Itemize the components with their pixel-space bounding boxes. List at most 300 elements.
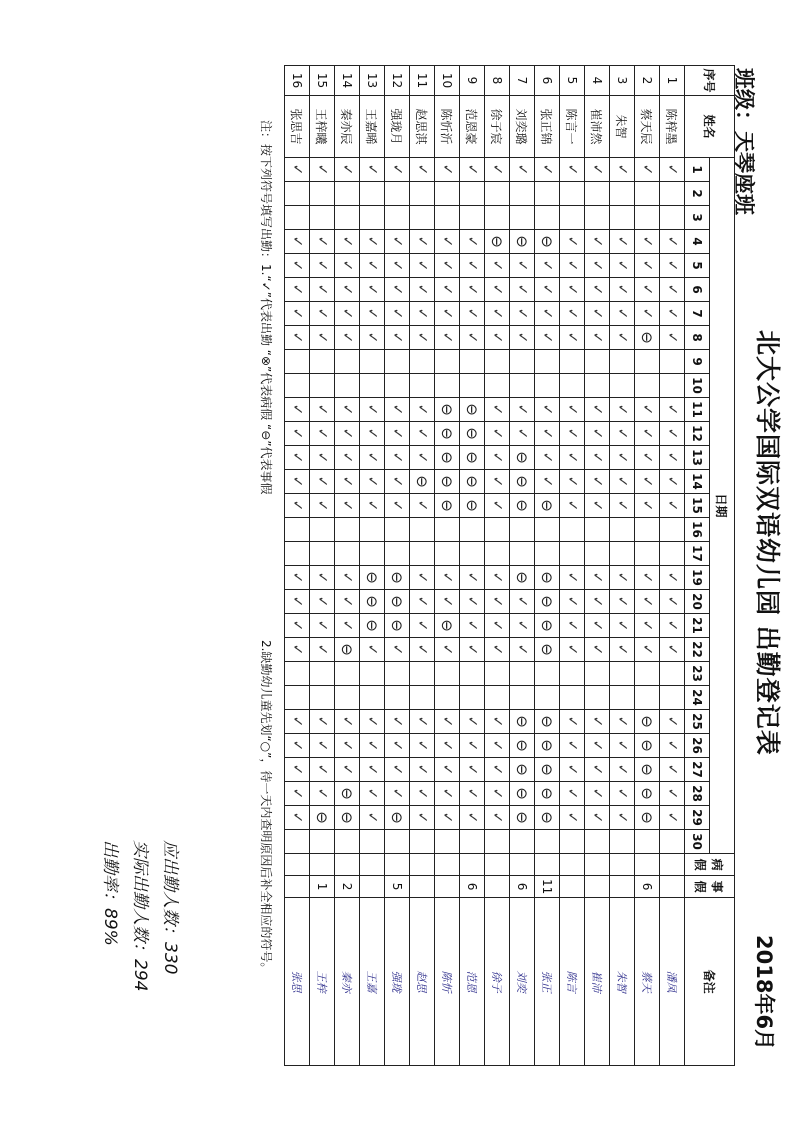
attendance-mark xyxy=(410,542,435,566)
present-mark: ✓ xyxy=(664,331,680,344)
present-mark: ✓ xyxy=(589,475,605,488)
present-mark: ✓ xyxy=(439,259,455,272)
attendance-mark xyxy=(410,398,435,422)
remark-cell xyxy=(335,898,360,1066)
attendance-mark xyxy=(285,710,310,734)
attendance-mark xyxy=(435,806,460,830)
attendance-mark xyxy=(360,590,385,614)
excused-mark: ⊖ xyxy=(638,811,656,824)
attendance-mark xyxy=(635,254,660,278)
present-mark: ✓ xyxy=(389,715,405,728)
attendance-mark xyxy=(660,782,685,806)
attendance-mark xyxy=(385,278,410,302)
attendance-mark xyxy=(310,518,335,542)
attendance-mark xyxy=(610,422,635,446)
attendance-mark xyxy=(485,782,510,806)
attendance-mark xyxy=(485,182,510,206)
attendance-mark xyxy=(410,758,435,782)
personal-count: 1 xyxy=(310,876,335,898)
attendance-mark xyxy=(510,470,535,494)
attendance-mark xyxy=(635,398,660,422)
attendance-mark xyxy=(460,830,485,854)
attendance-mark xyxy=(285,302,310,326)
present-mark: ✓ xyxy=(564,235,580,248)
excused-mark: ⊖ xyxy=(638,331,656,344)
excused-mark: ⊖ xyxy=(513,499,531,512)
present-mark: ✓ xyxy=(339,427,355,440)
attendance-mark xyxy=(410,374,435,398)
day-header: 29 xyxy=(685,806,710,830)
table-row xyxy=(610,66,635,1066)
present-mark: ✓ xyxy=(589,571,605,584)
present-mark: ✓ xyxy=(364,283,380,296)
attendance-mark xyxy=(610,398,635,422)
personal-count: 11 xyxy=(535,876,560,898)
present-mark: ✓ xyxy=(564,763,580,776)
present-mark: ✓ xyxy=(314,739,330,752)
attendance-mark xyxy=(410,230,435,254)
attendance-mark xyxy=(310,254,335,278)
sick-count xyxy=(585,854,610,876)
attendance-mark xyxy=(360,686,385,710)
day-header: 17 xyxy=(685,542,710,566)
present-mark: ✓ xyxy=(439,643,455,656)
stat-actual: 实际出勤人数：294 xyxy=(130,840,150,992)
attendance-mark xyxy=(610,830,635,854)
attendance-mark xyxy=(560,638,585,662)
attendance-mark xyxy=(635,446,660,470)
attendance-mark xyxy=(360,830,385,854)
present-mark: ✓ xyxy=(289,283,305,296)
sick-count xyxy=(610,854,635,876)
row-seq: 3 xyxy=(610,66,635,96)
attendance-mark xyxy=(410,638,435,662)
present-mark: ✓ xyxy=(364,475,380,488)
attendance-mark xyxy=(635,206,660,230)
attendance-mark xyxy=(635,734,660,758)
present-mark: ✓ xyxy=(314,619,330,632)
attendance-mark xyxy=(385,446,410,470)
present-mark: ✓ xyxy=(339,715,355,728)
attendance-mark xyxy=(410,782,435,806)
attendance-mark xyxy=(285,398,310,422)
present-mark: ✓ xyxy=(614,739,630,752)
attendance-mark xyxy=(535,254,560,278)
present-mark: ✓ xyxy=(414,451,430,464)
row-seq: 8 xyxy=(485,66,510,96)
attendance-mark xyxy=(285,350,310,374)
attendance-mark xyxy=(360,446,385,470)
present-mark: ✓ xyxy=(364,811,380,824)
attendance-mark xyxy=(585,302,610,326)
excused-mark: ⊖ xyxy=(538,235,556,248)
attendance-mark xyxy=(285,614,310,638)
attendance-mark xyxy=(660,686,685,710)
present-mark: ✓ xyxy=(564,403,580,416)
present-mark: ✓ xyxy=(289,763,305,776)
present-mark: ✓ xyxy=(489,427,505,440)
attendance-mark xyxy=(460,590,485,614)
attendance-mark xyxy=(310,734,335,758)
attendance-mark xyxy=(610,470,635,494)
attendance-mark xyxy=(585,254,610,278)
attendance-mark xyxy=(535,686,560,710)
attendance-mark xyxy=(485,158,510,182)
month-label: 2018年6月 xyxy=(752,935,776,1051)
present-mark: ✓ xyxy=(314,475,330,488)
attendance-mark xyxy=(435,158,460,182)
present-mark: ✓ xyxy=(564,331,580,344)
present-mark: ✓ xyxy=(589,259,605,272)
present-mark: ✓ xyxy=(364,235,380,248)
attendance-mark xyxy=(435,374,460,398)
attendance-mark xyxy=(410,662,435,686)
attendance-mark xyxy=(510,734,535,758)
table-row xyxy=(585,66,610,1066)
attendance-mark xyxy=(385,806,410,830)
present-mark: ✓ xyxy=(364,763,380,776)
attendance-mark xyxy=(385,350,410,374)
attendance-mark xyxy=(535,518,560,542)
remark-signature: 潘凤 xyxy=(665,970,678,993)
present-mark: ✓ xyxy=(314,451,330,464)
present-mark: ✓ xyxy=(389,451,405,464)
attendance-mark xyxy=(335,398,360,422)
attendance-mark xyxy=(510,182,535,206)
remark-cell xyxy=(310,898,335,1066)
present-mark: ✓ xyxy=(514,283,530,296)
attendance-mark xyxy=(585,230,610,254)
sick-count xyxy=(310,854,335,876)
present-mark: ✓ xyxy=(339,163,355,176)
excused-mark: ⊖ xyxy=(438,475,456,488)
attendance-mark xyxy=(635,662,660,686)
present-mark: ✓ xyxy=(564,163,580,176)
attendance-mark xyxy=(460,374,485,398)
attendance-mark xyxy=(485,806,510,830)
attendance-mark xyxy=(285,446,310,470)
present-mark: ✓ xyxy=(289,571,305,584)
attendance-mark xyxy=(335,470,360,494)
excused-mark: ⊖ xyxy=(338,787,356,800)
row-name: 崔沛然 xyxy=(585,96,610,158)
present-mark: ✓ xyxy=(414,571,430,584)
attendance-mark xyxy=(310,422,335,446)
present-mark: ✓ xyxy=(614,787,630,800)
attendance-mark xyxy=(335,422,360,446)
present-mark: ✓ xyxy=(314,715,330,728)
attendance-mark xyxy=(360,614,385,638)
attendance-mark xyxy=(510,758,535,782)
present-mark: ✓ xyxy=(439,739,455,752)
row-name: 秦亦辰 xyxy=(335,96,360,158)
row-name: 赵思淇 xyxy=(410,96,435,158)
attendance-mark xyxy=(310,614,335,638)
attendance-mark xyxy=(535,590,560,614)
attendance-mark xyxy=(560,830,585,854)
attendance-mark xyxy=(660,278,685,302)
attendance-mark xyxy=(610,662,635,686)
attendance-mark xyxy=(460,230,485,254)
table-row xyxy=(435,66,460,1066)
excused-mark: ⊖ xyxy=(638,739,656,752)
present-mark: ✓ xyxy=(414,787,430,800)
attendance-mark xyxy=(285,230,310,254)
attendance-mark xyxy=(635,614,660,638)
present-mark: ✓ xyxy=(639,571,655,584)
attendance-mark xyxy=(560,494,585,518)
attendance-mark xyxy=(335,158,360,182)
excused-mark: ⊖ xyxy=(538,787,556,800)
attendance-mark xyxy=(435,590,460,614)
remark-cell xyxy=(560,898,585,1066)
attendance-mark xyxy=(560,566,585,590)
attendance-mark xyxy=(360,494,385,518)
attendance-mark xyxy=(460,398,485,422)
present-mark: ✓ xyxy=(614,283,630,296)
attendance-mark xyxy=(635,710,660,734)
attendance-mark xyxy=(535,806,560,830)
present-mark: ✓ xyxy=(539,403,555,416)
row-seq: 5 xyxy=(560,66,585,96)
attendance-mark xyxy=(635,686,660,710)
row-seq: 14 xyxy=(335,66,360,96)
present-mark: ✓ xyxy=(339,595,355,608)
attendance-mark xyxy=(585,518,610,542)
present-mark: ✓ xyxy=(664,163,680,176)
attendance-mark xyxy=(410,206,435,230)
attendance-mark xyxy=(485,662,510,686)
attendance-mark xyxy=(460,278,485,302)
attendance-mark xyxy=(485,446,510,470)
attendance-mark xyxy=(635,470,660,494)
present-mark: ✓ xyxy=(414,307,430,320)
attendance-mark xyxy=(610,590,635,614)
present-mark: ✓ xyxy=(289,475,305,488)
row-name: 王梓曦 xyxy=(310,96,335,158)
attendance-mark xyxy=(560,182,585,206)
excused-mark: ⊖ xyxy=(313,811,331,824)
attendance-mark xyxy=(335,326,360,350)
attendance-mark xyxy=(460,494,485,518)
attendance-mark xyxy=(510,590,535,614)
present-mark: ✓ xyxy=(589,595,605,608)
attendance-mark xyxy=(410,182,435,206)
attendance-mark xyxy=(285,254,310,278)
excused-mark: ⊖ xyxy=(463,403,481,416)
attendance-mark xyxy=(360,182,385,206)
attendance-mark xyxy=(335,830,360,854)
attendance-mark xyxy=(585,182,610,206)
attendance-mark xyxy=(385,614,410,638)
attendance-mark xyxy=(410,350,435,374)
present-mark: ✓ xyxy=(664,595,680,608)
personal-count xyxy=(660,876,685,898)
present-mark: ✓ xyxy=(489,715,505,728)
attendance-mark xyxy=(660,830,685,854)
remark-signature: 陈言 xyxy=(565,970,578,993)
attendance-mark xyxy=(610,710,635,734)
present-mark: ✓ xyxy=(539,427,555,440)
attendance-mark xyxy=(535,494,560,518)
present-mark: ✓ xyxy=(639,595,655,608)
attendance-mark xyxy=(560,686,585,710)
attendance-mark xyxy=(535,758,560,782)
present-mark: ✓ xyxy=(664,763,680,776)
attendance-mark xyxy=(435,566,460,590)
attendance-mark xyxy=(460,614,485,638)
attendance-mark xyxy=(510,206,535,230)
present-mark: ✓ xyxy=(614,427,630,440)
attendance-mark xyxy=(310,350,335,374)
attendance-mark xyxy=(360,230,385,254)
present-mark: ✓ xyxy=(389,403,405,416)
attendance-mark xyxy=(510,494,535,518)
present-mark: ✓ xyxy=(414,427,430,440)
attendance-mark xyxy=(360,326,385,350)
attendance-mark xyxy=(510,350,535,374)
present-mark: ✓ xyxy=(414,739,430,752)
present-mark: ✓ xyxy=(339,451,355,464)
present-mark: ✓ xyxy=(614,715,630,728)
day-header: 30 xyxy=(685,830,710,854)
attendance-mark xyxy=(510,254,535,278)
present-mark: ✓ xyxy=(364,163,380,176)
attendance-mark xyxy=(560,806,585,830)
present-mark: ✓ xyxy=(314,163,330,176)
attendance-mark xyxy=(335,662,360,686)
attendance-mark xyxy=(410,590,435,614)
day-header: 3 xyxy=(685,206,710,230)
remark-cell xyxy=(285,898,310,1066)
present-mark: ✓ xyxy=(489,259,505,272)
attendance-mark xyxy=(435,182,460,206)
attendance-mark xyxy=(285,422,310,446)
excused-mark: ⊖ xyxy=(538,811,556,824)
personal-count xyxy=(435,876,460,898)
excused-mark: ⊖ xyxy=(538,571,556,584)
attendance-mark xyxy=(610,254,635,278)
attendance-mark xyxy=(385,542,410,566)
attendance-mark xyxy=(410,446,435,470)
attendance-mark xyxy=(410,278,435,302)
present-mark: ✓ xyxy=(289,259,305,272)
attendance-mark xyxy=(585,542,610,566)
attendance-mark xyxy=(660,758,685,782)
attendance-mark xyxy=(435,350,460,374)
attendance-mark xyxy=(635,518,660,542)
attendance-mark xyxy=(510,230,535,254)
attendance-mark xyxy=(410,806,435,830)
table-row xyxy=(360,66,385,1066)
present-mark: ✓ xyxy=(589,499,605,512)
day-header: 14 xyxy=(685,470,710,494)
attendance-mark xyxy=(510,614,535,638)
present-mark: ✓ xyxy=(539,283,555,296)
present-mark: ✓ xyxy=(489,499,505,512)
present-mark: ✓ xyxy=(289,427,305,440)
attendance-mark xyxy=(435,278,460,302)
attendance-mark xyxy=(285,374,310,398)
present-mark: ✓ xyxy=(339,307,355,320)
present-mark: ✓ xyxy=(489,739,505,752)
excused-mark: ⊖ xyxy=(438,427,456,440)
attendance-mark xyxy=(435,782,460,806)
attendance-mark xyxy=(660,182,685,206)
col-remark-header: 备注 xyxy=(685,898,735,1066)
attendance-mark xyxy=(585,158,610,182)
attendance-mark xyxy=(585,350,610,374)
present-mark: ✓ xyxy=(614,475,630,488)
remark-signature: 朱智 xyxy=(615,970,628,993)
excused-mark: ⊖ xyxy=(363,619,381,632)
present-mark: ✓ xyxy=(564,307,580,320)
attendance-mark xyxy=(385,494,410,518)
attendance-mark xyxy=(485,206,510,230)
attendance-mark xyxy=(635,638,660,662)
present-mark: ✓ xyxy=(364,499,380,512)
attendance-mark xyxy=(360,758,385,782)
row-name: 蔡天辰 xyxy=(635,96,660,158)
attendance-mark xyxy=(460,758,485,782)
attendance-mark xyxy=(485,590,510,614)
attendance-mark xyxy=(285,782,310,806)
present-mark: ✓ xyxy=(589,283,605,296)
personal-count xyxy=(560,876,585,898)
excused-mark: ⊖ xyxy=(463,427,481,440)
attendance-mark xyxy=(660,398,685,422)
attendance-mark xyxy=(610,374,635,398)
attendance-mark xyxy=(310,326,335,350)
attendance-mark xyxy=(435,302,460,326)
row-seq: 6 xyxy=(535,66,560,96)
attendance-mark xyxy=(435,422,460,446)
attendance-mark xyxy=(660,158,685,182)
present-mark: ✓ xyxy=(464,643,480,656)
excused-mark: ⊖ xyxy=(338,811,356,824)
attendance-mark xyxy=(460,734,485,758)
attendance-mark xyxy=(610,350,635,374)
attendance-mark xyxy=(535,326,560,350)
present-mark: ✓ xyxy=(464,787,480,800)
present-mark: ✓ xyxy=(639,427,655,440)
excused-mark: ⊖ xyxy=(363,571,381,584)
present-mark: ✓ xyxy=(389,259,405,272)
stat-total: 应出勤人数：330 xyxy=(160,840,180,975)
attendance-mark xyxy=(635,590,660,614)
excused-mark: ⊖ xyxy=(388,595,406,608)
attendance-mark xyxy=(585,278,610,302)
attendance-mark xyxy=(635,230,660,254)
attendance-mark xyxy=(660,518,685,542)
attendance-mark xyxy=(360,422,385,446)
attendance-mark xyxy=(285,830,310,854)
col-sick-header: 病假 xyxy=(685,854,735,876)
present-mark: ✓ xyxy=(514,331,530,344)
present-mark: ✓ xyxy=(289,235,305,248)
row-name: 陈言一 xyxy=(560,96,585,158)
present-mark: ✓ xyxy=(539,307,555,320)
attendance-mark xyxy=(285,638,310,662)
present-mark: ✓ xyxy=(664,403,680,416)
present-mark: ✓ xyxy=(564,427,580,440)
present-mark: ✓ xyxy=(289,595,305,608)
attendance-mark xyxy=(385,686,410,710)
present-mark: ✓ xyxy=(389,235,405,248)
attendance-mark xyxy=(485,494,510,518)
table-row xyxy=(285,66,310,1066)
attendance-mark xyxy=(610,206,635,230)
